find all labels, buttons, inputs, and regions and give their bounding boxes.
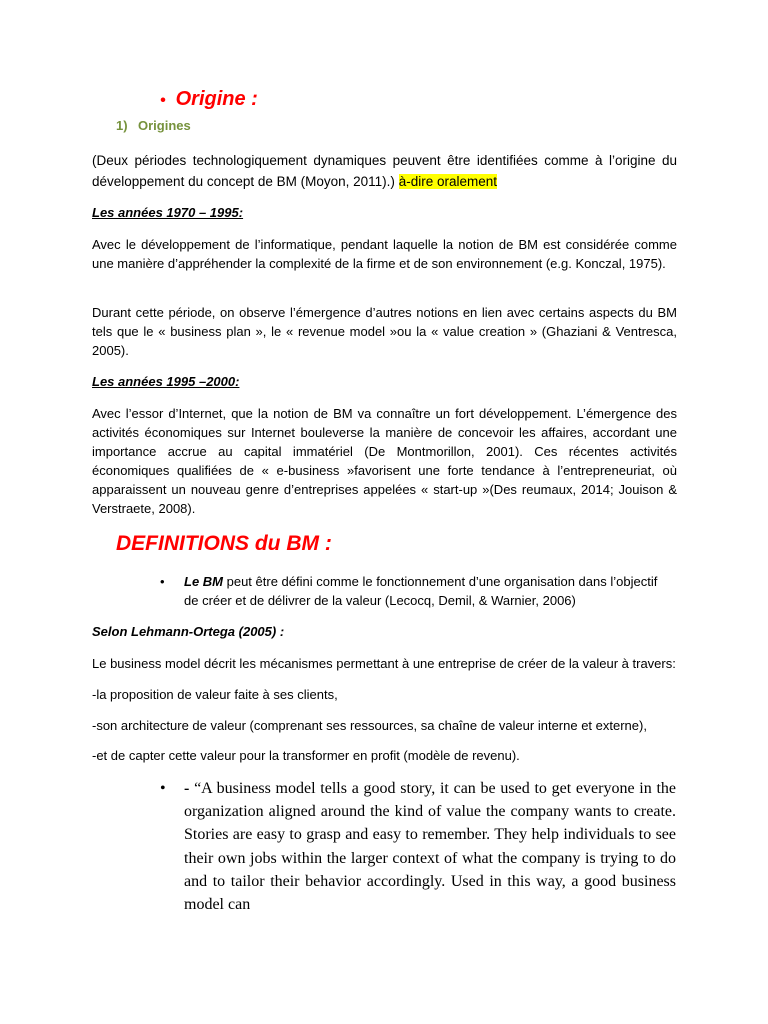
period1-title: Les années 1970 – 1995:	[92, 205, 244, 220]
quote-bullet	[160, 777, 166, 801]
quote-paragraph	[184, 777, 676, 916]
quote-dash: -	[184, 780, 190, 797]
bm-term: Le BM	[184, 574, 223, 589]
intro-paragraph	[92, 150, 677, 192]
subheading-row	[116, 118, 191, 133]
bm-definition	[184, 572, 674, 610]
period1-paragraph2: Durant cette période, on observe l’émergence d’autres notions en lien avec certains aspects du BM tels que le « business plan », le « revenue model »ou la « value creation » (Ghaziani & Ventresca, 2005).	[92, 305, 677, 358]
bm-definition-text: peut être défini comme le fonctionnement d’une organisation dans l’objectif de créer et de délivrer de la valeur (Lecocq, Demil, & Warnier, 2006)	[184, 574, 658, 608]
bullet-icon: •	[160, 780, 166, 797]
bm-definition-bullet	[160, 572, 165, 591]
bm-description: Le business model décrit les mécanismes permettant à une entreprise de créer de la valeur à travers:	[92, 656, 676, 671]
intro-text: (Deux périodes technologiquement dynamiques peuvent être identifiées comme à l’origine du développement du concept de BM (Moyon, 2011).)	[92, 153, 677, 189]
bullet-icon: •	[160, 574, 165, 589]
origine-heading: Origine :	[175, 88, 258, 110]
period1-paragraph1: Avec le développement de l’informatique, pendant laquelle la notion de BM est considérée comme une manière d’appréhender la complexité de la firme et de son environnement (e.g. Konczal, 1975).	[92, 237, 677, 271]
list-item-1: -la proposition de valeur faite à ses clients,	[92, 687, 338, 702]
period2-paragraph: Avec l’essor d’Internet, que la notion de BM va connaître un fort développement. L’émergence des activités économiques sur Internet bouleverse la manière de concevoir les affaires, accordant une importance accrue au capital immatériel (De Montmorillon, 2001). Ces récentes activités économiques qualifiées de « e-business »favorisent une forte tendance à l’entrepreneuriat, où apparaissent un nouveau genre d’entreprises appelées « start-up »(Des reumaux, 2014; Jouison & Verstraete, 2008).	[92, 406, 677, 516]
quote-text: “A business model tells a good story, it can be used to get everyone in the organization aligned around the kind of value the company wants to create. Stories are easy to grasp and easy to remember. They help individuals to see their own jobs within the larger context of what the company is trying to do and to tailor their behavior accordingly. Used in this way, a good business model can	[184, 780, 677, 914]
bullet-icon: •	[160, 92, 166, 109]
highlighted-note: à-dire oralement	[398, 174, 497, 189]
selon-heading: Selon Lehmann-Ortega (2005) :	[92, 624, 285, 639]
definitions-heading: DEFINITIONS du BM :	[116, 532, 332, 555]
period2-title: Les années 1995 –2000:	[92, 374, 240, 389]
subheading-number: 1)	[116, 118, 128, 133]
list-item-2: -son architecture de valeur (comprenant ses ressources, sa chaîne de valeur interne et externe),	[92, 718, 647, 733]
subheading-origines: Origines	[138, 118, 191, 133]
origine-heading-row	[160, 88, 258, 111]
list-item-3: -et de capter cette valeur pour la transformer en profit (modèle de revenu).	[92, 748, 520, 763]
